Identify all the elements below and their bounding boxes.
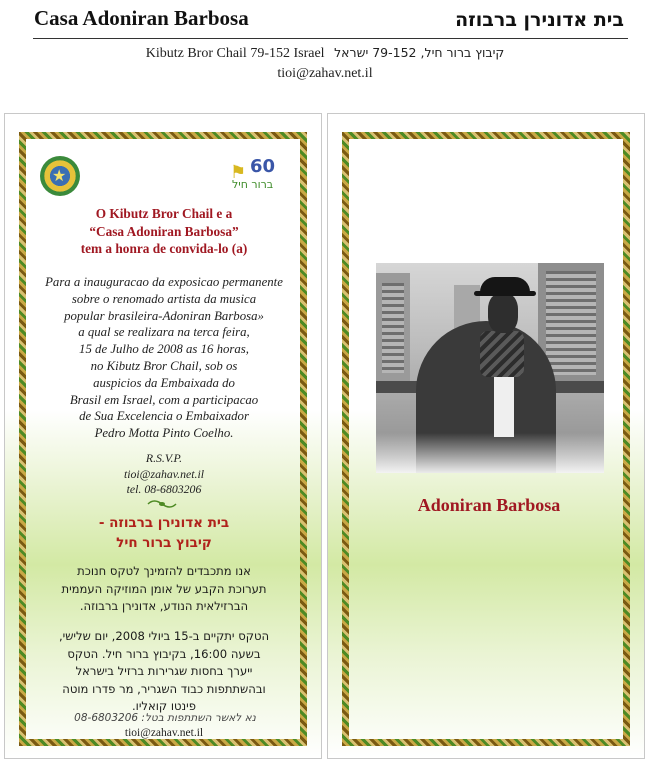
letterhead-email: tioi@zahav.net.il (277, 66, 373, 81)
body-line: popular brasileira-Adoniran Barbosa» (64, 308, 264, 323)
heading-line: tem a honra de convida-lo (a) (80, 241, 248, 256)
portrait-photo (376, 263, 604, 473)
heading-line: “Casa Adoniran Barbosa” (89, 223, 239, 239)
body-line: 15 de Julho de 2008 as 16 horas, (79, 342, 249, 357)
star-icon: ★ (52, 168, 67, 185)
kibbutz-60-logo (226, 158, 284, 198)
photo-building-windows (382, 283, 404, 373)
rsvp-phone: tel. 08-6803206 (126, 482, 202, 496)
rsvp-label: R.S.V.P. (145, 451, 183, 465)
body-line: Brasil em Israel, com a participacao (69, 392, 259, 407)
hebrew-body-line: ייערך בחסות שגרירות ברזיל בישראל (75, 664, 253, 679)
bottom-email: tioi@zahav.net.il (124, 727, 204, 739)
portrait-caption: Adoniran Barbosa (417, 495, 561, 515)
invitation-body (30, 274, 298, 442)
hebrew-body-line: אנו מתכבדים להזמינך לטקס חנוכת (77, 564, 251, 578)
body-line: Para a inauguracao da exposicao permanente (45, 275, 283, 289)
body-line: no Kibutz Bror Chail, sob os (90, 358, 238, 373)
hebrew-title-line: בית אדונירן ברבוזה - (98, 515, 230, 531)
hebrew-body-line: תערוכת הקבע של אומן המוזיקה העממית (61, 581, 267, 596)
logo-number: 60 (250, 156, 276, 177)
photo-fade (376, 433, 604, 473)
letterhead-title-hebrew: בית אדונירן ברבוזה (455, 9, 624, 31)
body-line: a qual se realizara na terca feira, (78, 325, 250, 340)
hebrew-body-line: פינטו קואליו. (132, 699, 196, 714)
address-hebrew: קיבוץ ברור חיל, 79-152 ישראל (334, 45, 505, 60)
letterhead-divider (33, 38, 628, 39)
leaf-ornament-icon (146, 498, 178, 510)
invitation-heading (30, 205, 298, 258)
hebrew-body-line: הטקס יתקיים ב-15 ביולי 2008, יום שלישי, (58, 629, 270, 643)
flag-icon: ⚑ (230, 162, 247, 182)
photo-figure-face (488, 293, 518, 333)
hebrew-body-line: ובהשתתפות כבוד השגריר, מר פדרו מוטה (62, 681, 266, 696)
address-latin: Kibutz Bror Chail 79-152 Israel (145, 46, 325, 61)
hebrew-body-line: בשעה 16:00, בקיבוץ ברור חיל. הטקס (67, 646, 261, 661)
photo-figure-scarf (480, 331, 524, 377)
hebrew-title-line: קיבוץ ברור חיל (116, 535, 212, 551)
hebrew-event-details (30, 628, 298, 716)
body-line: sobre o renomado artista da musica (71, 291, 257, 306)
hebrew-title (30, 513, 298, 553)
hebrew-body-line: הברזילאית הנודע, אדונירן ברבוזה. (79, 599, 249, 614)
letterhead-address (0, 45, 650, 62)
letterhead-title-latin: Casa Adoniran Barbosa (34, 6, 249, 30)
handwritten-note: נא לאשר השתתפות בטל: 08-6803206 (74, 712, 256, 724)
photo-figure-hat-brim (474, 291, 536, 296)
body-line: Pedro Motta Pinto Coelho. (94, 426, 234, 441)
rsvp-email: tioi@zahav.net.il (123, 467, 205, 481)
logo-label: ברור חיל (232, 178, 274, 191)
hebrew-body (30, 563, 298, 616)
photo-building-windows (546, 271, 596, 375)
heading-line: O Kibutz Bror Chail e a (95, 206, 233, 221)
body-line: auspicios da Embaixada do (93, 375, 235, 390)
body-line: de Sua Excelencia o Embaixador (79, 409, 249, 424)
